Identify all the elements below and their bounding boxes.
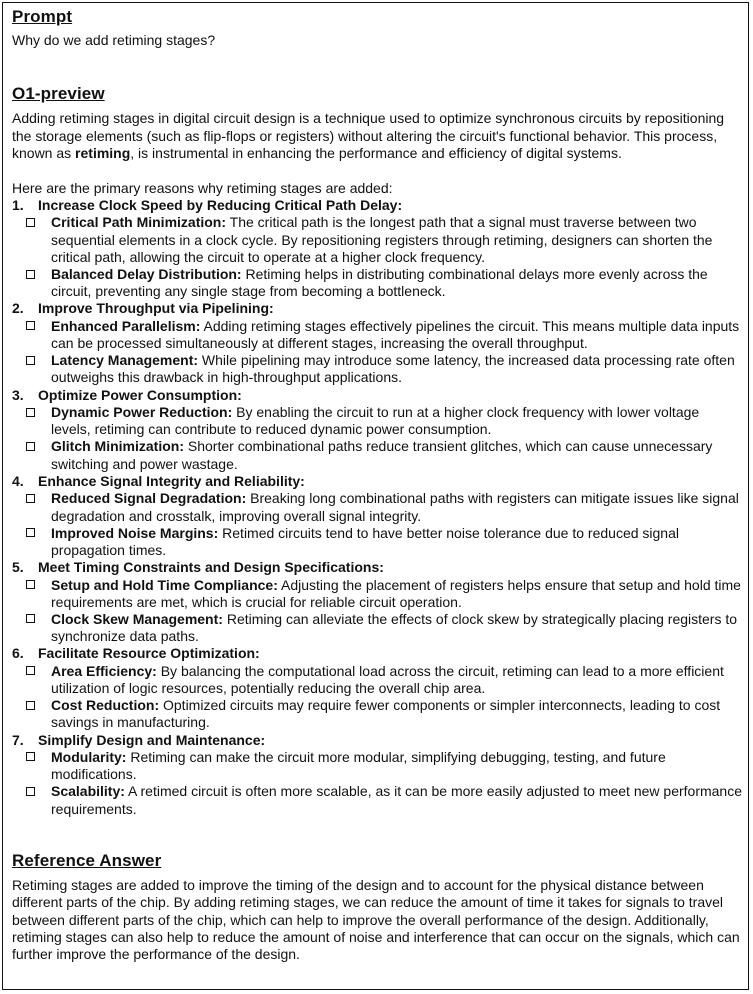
reason-sublist bbox=[12, 663, 742, 732]
sub-item-text bbox=[51, 611, 742, 645]
reason-heading bbox=[12, 559, 742, 576]
reason-number: 6. bbox=[12, 645, 24, 662]
square-bullet-icon bbox=[26, 494, 35, 503]
sub-item-body: By enabling the circuit to run at a higher clock frequency with lower voltage levels, retiming can contribute to reduced dynamic power consumption. bbox=[51, 404, 700, 438]
square-bullet-icon bbox=[26, 442, 35, 451]
reason-item bbox=[12, 473, 742, 559]
sub-item-term: Latency Management: bbox=[51, 352, 199, 369]
sub-item-body: Retiming helps in distributing combinational delays more evenly across the circuit, preventing any single stage from becoming a bottleneck. bbox=[51, 266, 708, 300]
sub-item bbox=[12, 697, 742, 731]
reference-text: Retiming stages are added to improve the timing of the design and to account for the physical distance between different parts of the chip. By adding retiming stages, we can reduce the amount of time it takes for signals to travel between different parts of the chip, which can help to improve the overall performance of the design. Additionally, retiming stages can also help to reduce the amount of noise and interference that can occur on the signals, which can further improve the performance of the design. bbox=[12, 876, 740, 963]
square-bullet-icon bbox=[26, 614, 35, 623]
reason-number: 4. bbox=[12, 472, 24, 489]
reference-heading: Reference Answer bbox=[12, 850, 162, 870]
sub-item bbox=[12, 266, 742, 300]
sub-item bbox=[12, 352, 742, 386]
sub-item bbox=[12, 783, 742, 817]
reason-title: Increase Clock Speed by Reducing Critical Path Delay: bbox=[38, 197, 403, 214]
sub-item-term: Cost Reduction: bbox=[51, 697, 160, 714]
sub-item-term: Reduced Signal Degradation: bbox=[51, 490, 247, 507]
sub-item-text bbox=[51, 577, 742, 611]
sub-item-body: Adjusting the placement of registers helps ensure that setup and hold time requirements are met, which is crucial for reliable circuit operation. bbox=[51, 576, 741, 610]
reason-sublist bbox=[12, 318, 742, 387]
sub-item-text bbox=[51, 525, 742, 559]
reasons-list bbox=[12, 197, 742, 818]
sub-item bbox=[12, 214, 742, 266]
sub-item-body: Retiming can make the circuit more modular, simplifying debugging, testing, and future modifications. bbox=[51, 748, 666, 783]
reason-heading bbox=[12, 645, 742, 662]
reason-sublist bbox=[12, 749, 742, 818]
reason-title: Facilitate Resource Optimization: bbox=[38, 645, 260, 662]
sub-item bbox=[12, 663, 742, 697]
sub-item-body: By balancing the computational load across the circuit, retiming can lead to a more efficient utilization of logic resources, potentially reducing the overall chip area. bbox=[51, 662, 724, 696]
sub-item-term: Dynamic Power Reduction: bbox=[51, 404, 233, 421]
sub-item-text bbox=[51, 697, 742, 731]
reason-number: 1. bbox=[12, 197, 24, 214]
reason-title: Simplify Design and Maintenance: bbox=[38, 731, 266, 748]
o1-intro-before: Adding retiming stages in digital circuit design is a technique used to optimize synchronous circuits by repositioning the storage elements (such as flip-flops or registers) without altering the circuit's functional behavior. This process, known as bbox=[12, 110, 725, 162]
sub-item bbox=[12, 525, 742, 559]
reason-heading bbox=[12, 473, 742, 490]
sub-item bbox=[12, 749, 742, 783]
o1-intro-after: , is instrumental in enhancing the performance and efficiency of digital systems. bbox=[130, 145, 622, 162]
sub-item-term: Setup and Hold Time Compliance: bbox=[51, 576, 278, 593]
sub-item bbox=[12, 318, 742, 352]
square-bullet-icon bbox=[26, 408, 35, 417]
sub-item bbox=[12, 577, 742, 611]
reason-sublist bbox=[12, 404, 742, 473]
reason-heading bbox=[12, 197, 742, 214]
o1-preview-heading: O1-preview bbox=[12, 84, 105, 104]
square-bullet-icon bbox=[26, 701, 35, 710]
square-bullet-icon bbox=[26, 580, 35, 589]
reason-item bbox=[12, 197, 742, 300]
sub-item-term: Clock Skew Management: bbox=[51, 610, 223, 627]
sub-item-text bbox=[51, 318, 742, 352]
reason-title: Enhance Signal Integrity and Reliability: bbox=[38, 472, 305, 489]
sub-item-term: Improved Noise Margins: bbox=[51, 524, 219, 541]
square-bullet-icon bbox=[26, 356, 35, 365]
sub-item-body: While pipelining may introduce some latency, the increased data processing rate often outweighs this drawback in high-throughput applications. bbox=[51, 352, 735, 386]
sub-item-text bbox=[51, 404, 742, 438]
sub-item-term: Modularity: bbox=[51, 748, 127, 765]
sub-item-text bbox=[51, 438, 742, 472]
sub-item-body: Optimized circuits may require fewer components or simpler interconnects, leading to cost savings in manufacturing. bbox=[51, 697, 721, 731]
o1-intro bbox=[12, 110, 742, 162]
reason-number: 7. bbox=[12, 731, 24, 748]
square-bullet-icon bbox=[26, 270, 35, 279]
square-bullet-icon bbox=[26, 218, 35, 227]
reason-item bbox=[12, 645, 742, 731]
reason-sublist bbox=[12, 577, 742, 646]
sub-item-term: Scalability: bbox=[51, 783, 125, 800]
sub-item-body: Shorter combinational paths reduce transient glitches, which can cause unnecessary switching and power wastage. bbox=[51, 438, 713, 472]
reason-item bbox=[12, 387, 742, 473]
sub-item-text bbox=[51, 663, 742, 697]
reason-item bbox=[12, 732, 742, 818]
sub-item bbox=[12, 438, 742, 472]
sub-item bbox=[12, 611, 742, 645]
o1-intro-bold: retiming bbox=[75, 145, 131, 162]
sub-item-text bbox=[51, 749, 742, 783]
document-content bbox=[12, 6, 742, 964]
reason-title: Optimize Power Consumption: bbox=[38, 386, 242, 403]
reason-number: 2. bbox=[12, 300, 24, 317]
reason-item bbox=[12, 559, 742, 645]
sub-item-text bbox=[51, 214, 742, 266]
sub-item-term: Enhanced Parallelism: bbox=[51, 317, 201, 334]
reason-title: Meet Timing Constraints and Design Specifications: bbox=[38, 559, 384, 576]
sub-item-term: Glitch Minimization: bbox=[51, 438, 184, 455]
square-bullet-icon bbox=[26, 321, 35, 330]
sub-item-text bbox=[51, 352, 742, 386]
sub-item-term: Area Efficiency: bbox=[51, 662, 157, 679]
sub-item-text bbox=[51, 783, 742, 817]
reason-heading bbox=[12, 387, 742, 404]
sub-item bbox=[12, 404, 742, 438]
prompt-text: Why do we add retiming stages? bbox=[12, 32, 216, 48]
sub-item-text bbox=[51, 490, 742, 524]
sub-item bbox=[12, 490, 742, 524]
square-bullet-icon bbox=[26, 666, 35, 675]
sub-item-body: Retiming can alleviate the effects of clock skew by strategically placing registers to synchronize data paths. bbox=[51, 610, 738, 645]
sub-item-body: A retimed circuit is often more scalable, as it can be more easily adjusted to meet new performance requirements. bbox=[51, 783, 742, 817]
reason-sublist bbox=[12, 214, 742, 300]
sub-item-body: Adding retiming stages effectively pipelines the circuit. This means multiple data inputs can be processed simultaneously at different stages, increasing the overall throughput. bbox=[51, 317, 740, 352]
sub-item-body: The critical path is the longest path that a signal must traverse between two sequential elements in a clock cycle. By repositioning registers through retiming, designers can shorten the critical path, allowing the circuit to operate at a higher clock frequency. bbox=[51, 214, 713, 265]
reason-number: 3. bbox=[12, 386, 24, 403]
square-bullet-icon bbox=[26, 528, 35, 537]
sub-item-term: Balanced Delay Distribution: bbox=[51, 266, 242, 283]
square-bullet-icon bbox=[26, 752, 35, 761]
sub-item-body: Breaking long combinational paths with registers can mitigate issues like signal degradation and crosstalk, improving overall signal integrity. bbox=[51, 490, 739, 524]
square-bullet-icon bbox=[26, 787, 35, 796]
sub-item-text bbox=[51, 266, 742, 300]
sub-item-term: Critical Path Minimization: bbox=[51, 214, 227, 231]
reason-item bbox=[12, 300, 742, 386]
reason-heading bbox=[12, 300, 742, 317]
reason-heading bbox=[12, 732, 742, 749]
reason-sublist bbox=[12, 490, 742, 559]
sub-item-body: Retimed circuits tend to have better noise tolerance due to reduced signal propagation times. bbox=[51, 524, 679, 558]
reason-number: 5. bbox=[12, 559, 24, 576]
prompt-heading: Prompt bbox=[12, 7, 73, 26]
o1-lead: Here are the primary reasons why retiming stages are added: bbox=[12, 179, 393, 196]
reason-title: Improve Throughput via Pipelining: bbox=[38, 300, 274, 317]
